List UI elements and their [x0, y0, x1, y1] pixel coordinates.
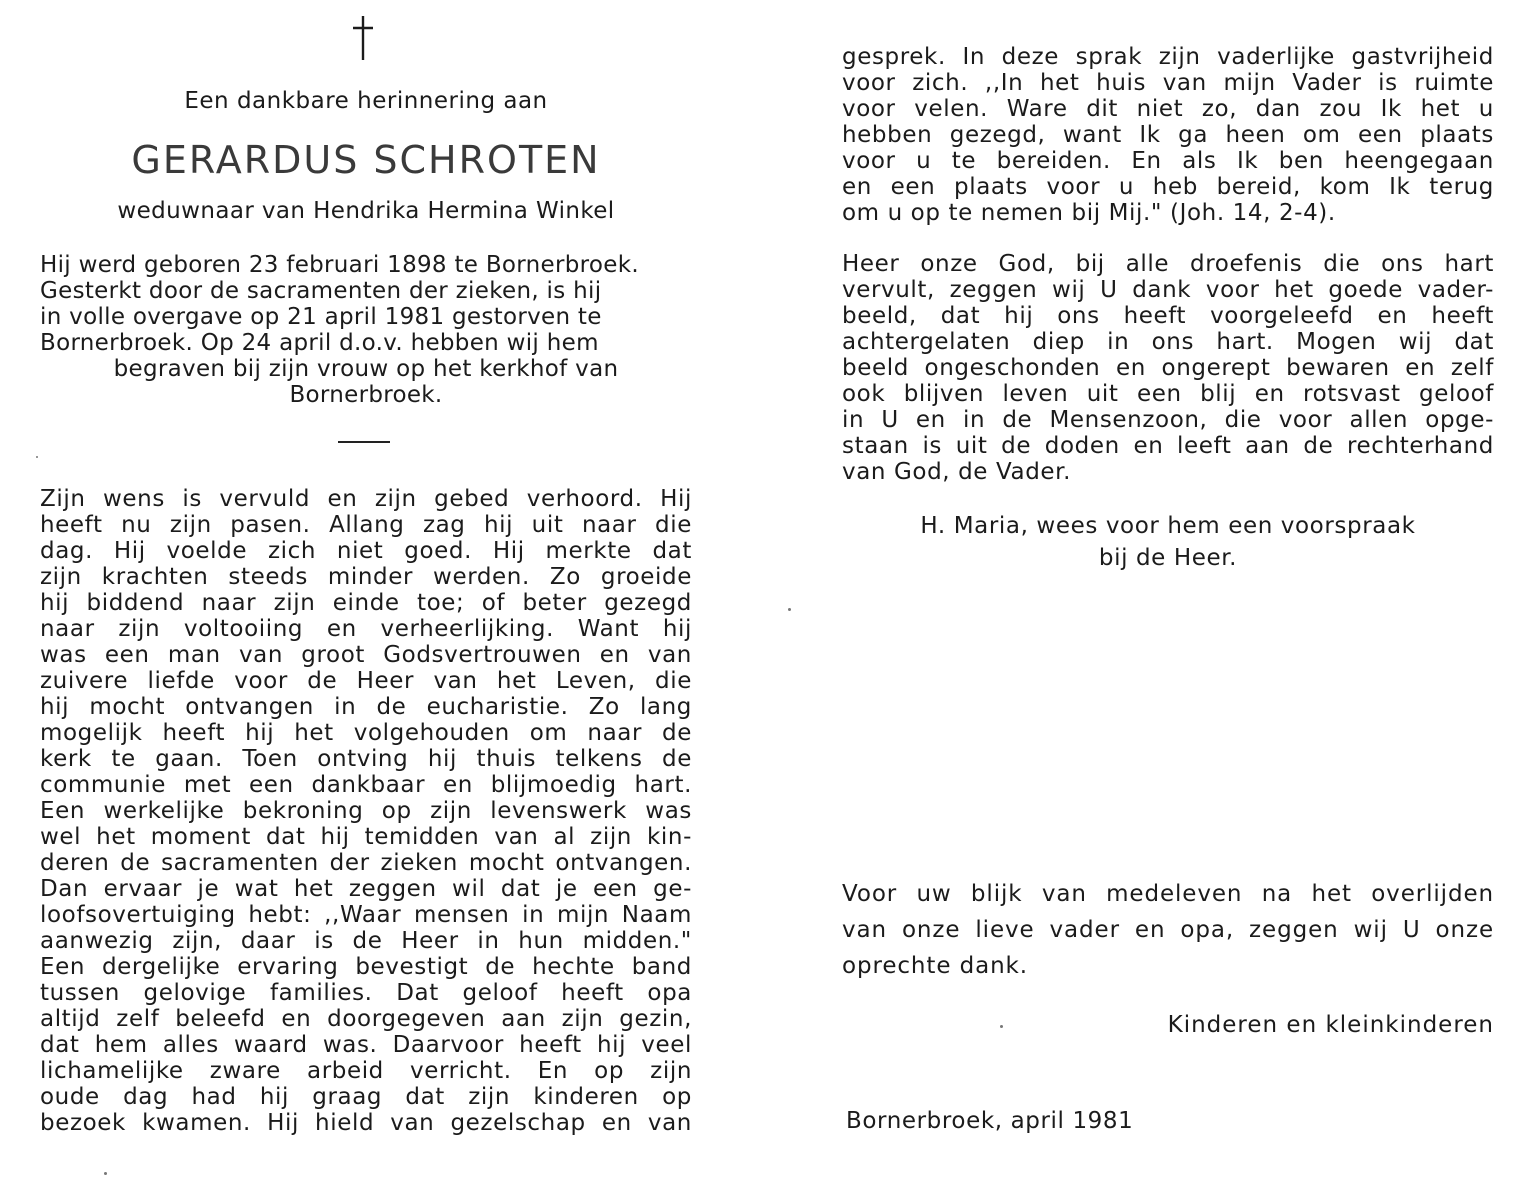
text-line: naar zijn voltooiing en verheerlijking. Want hij — [40, 616, 692, 642]
text-line: Heer onze God, bij alle droefenis die ons hart — [842, 251, 1494, 277]
text-line: loofsovertuiging hebt: ,,Waar mensen in mijn Naam — [40, 902, 692, 928]
text-line: H. Maria, wees voor hem een voorspraak — [920, 513, 1416, 539]
text-line: bij de Heer. — [1098, 545, 1238, 571]
text-line: gesprek. In deze sprak zijn vaderlijke gastvrijheid — [842, 44, 1494, 70]
text-line: beeld, dat hij ons heeft voorgeleefd en heeft — [842, 303, 1494, 329]
text-line: achtergelaten diep in ons hart. Mogen wij dat — [842, 329, 1494, 355]
prayer-paragraph — [842, 251, 1494, 485]
text-line: Bornerbroek. — [289, 382, 443, 408]
text-line: oprechte dank. — [842, 953, 1028, 979]
text-line: zijn krachten steeds minder werden. Zo groeide — [40, 564, 692, 590]
text-line: Een werkelijke bekroning op zijn levenswerk was — [40, 798, 692, 824]
text-line: zuivere liefde voor de Heer van het Leven, die — [40, 668, 692, 694]
signature: Kinderen en kleinkinderen — [1167, 1012, 1494, 1038]
text-line: hij mocht ontvangen in de eucharistie. Zo lang — [40, 694, 692, 720]
text-line: lichamelijke zware arbeid verricht. En op zijn — [40, 1058, 692, 1084]
text-line: Voor uw blijk van medeleven na het overlijden — [842, 881, 1494, 907]
deceased-name: GERARDUS SCHROTEN — [131, 138, 601, 182]
text-line: aanwezig zijn, daar is de Heer in hun midden." — [40, 928, 692, 954]
text-line: Gesterkt door de sacramenten der zieken, is hij — [40, 278, 602, 304]
text-line: vervult, zeggen wij U dank voor het goede vader- — [842, 277, 1494, 303]
text-line: deren de sacramenten der zieken mocht ontvangen. — [40, 850, 692, 876]
text-line: Hij werd geboren 23 februari 1898 te Bornerbroek. — [40, 252, 639, 278]
text-line: ook blijven leven uit een blij en rotsvast geloof — [842, 381, 1494, 407]
scan-speck — [1000, 1025, 1003, 1028]
text-line: beeld ongeschonden en ongerept bewaren en zelf — [842, 355, 1494, 381]
text-line: dag. Hij voelde zich niet goed. Hij merkte dat — [40, 538, 692, 564]
text-line: kerk te gaan. Toen ontving hij thuis telkens de — [40, 746, 692, 772]
memorial-text — [40, 486, 692, 1136]
text-line: Dan ervaar je wat het zeggen wil dat je een ge- — [40, 876, 692, 902]
text-line: voor u te bereiden. En als Ik ben heengegaan — [842, 148, 1494, 174]
divider — [338, 441, 390, 443]
text-line: communie met een dankbaar en blijmoedig hart. — [40, 772, 692, 798]
scan-speck — [104, 1172, 107, 1175]
text-line: heeft nu zijn pasen. Allang zag hij uit naar die — [40, 512, 692, 538]
text-line: wel het moment dat hij temidden van al zijn kin- — [40, 824, 692, 850]
place-date: Bornerbroek, april 1981 — [846, 1108, 1134, 1134]
text-line: begraven bij zijn vrouw op het kerkhof van — [113, 356, 619, 382]
text-line: was een man van groot Godsvertrouwen en van — [40, 642, 692, 668]
text-line: van onze lieve vader en opa, zeggen wij U onze — [842, 917, 1494, 943]
text-line: hebben gezegd, want Ik ga heen om een plaats — [842, 122, 1494, 148]
thanks-paragraph — [842, 876, 1494, 984]
text-line: Een dergelijke ervaring bevestigt de hechte band — [40, 954, 692, 980]
maria-invocation — [842, 510, 1494, 574]
text-line: altijd zelf beleefd en doorgegeven aan zijn gezin, — [40, 1006, 692, 1032]
text-line: Bornerbroek. Op 24 april d.o.v. hebben wij hem — [40, 330, 599, 356]
birth-death-paragraph — [40, 252, 692, 408]
text-line: om u op te nemen bij Mij." (Joh. 14, 2-4). — [842, 200, 1336, 226]
text-line: in U en in de Mensenzoon, die voor allen opge- — [842, 407, 1494, 433]
text-line: hij biddend naar zijn einde toe; of beter gezegd — [40, 590, 692, 616]
text-line: oude dag had hij graag dat zijn kinderen op — [40, 1084, 692, 1110]
bible-quote — [842, 44, 1494, 226]
text-line: dat hem alles waard was. Daarvoor heeft hij veel — [40, 1032, 692, 1058]
scan-speck — [788, 608, 791, 611]
widower-line: weduwnaar van Hendrika Hermina Winkel — [117, 198, 615, 224]
text-line: tussen gelovige families. Dat geloof heeft opa — [40, 980, 692, 1006]
text-line: bezoek kwamen. Hij hield van gezelschap en van — [40, 1110, 692, 1136]
text-line: en een plaats voor u heb bereid, kom Ik terug — [842, 174, 1494, 200]
text-line: van God, de Vader. — [842, 459, 1072, 485]
text-line: voor zich. ,,In het huis van mijn Vader is ruimte — [842, 70, 1494, 96]
intro-line: Een dankbare herinnering aan — [184, 88, 548, 114]
text-line: mogelijk heeft hij het volgehouden om naar de — [40, 720, 692, 746]
text-line: staan is uit de doden en leeft aan de rechterhand — [842, 433, 1494, 459]
text-line: Zijn wens is vervuld en zijn gebed verhoord. Hij — [40, 486, 692, 512]
text-line: voor velen. Ware dit niet zo, dan zou Ik het u — [842, 96, 1494, 122]
text-line: in volle overgave op 21 april 1981 gestorven te — [40, 304, 602, 330]
scan-speck — [36, 456, 38, 458]
cross-icon — [350, 14, 376, 62]
